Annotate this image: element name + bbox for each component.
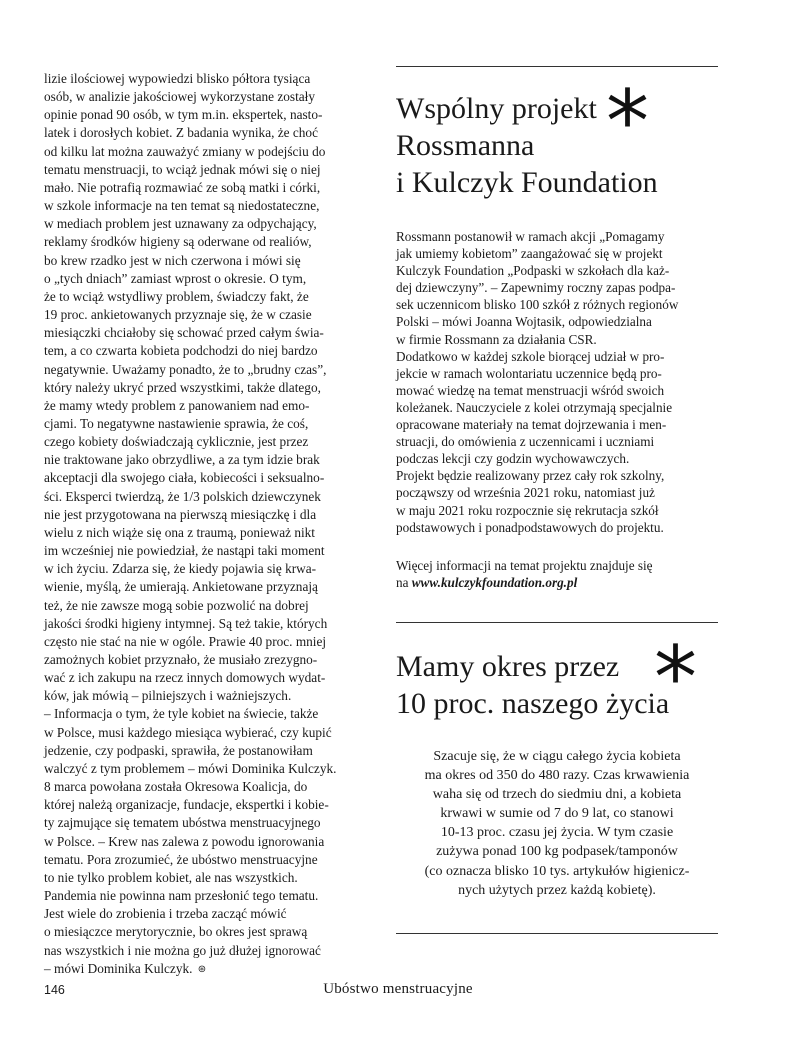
more-info-prefix: na	[396, 575, 412, 591]
paragraph-line: o „tych dniach” zamiast wprost o okresie. O tym,	[44, 270, 307, 286]
section1-body-line: koleżanek. Nauczyciele z kolei otrzymają specjalnie	[396, 399, 673, 415]
paragraph-line: że to wciąż wstydliwy problem, świadczy fakt, że	[44, 288, 309, 304]
paragraph-line: osób, w analizie jakościowej wykorzystane zostały	[44, 89, 316, 105]
section2-title-line: Mamy okres przez	[396, 650, 620, 683]
page-number: 146	[44, 983, 65, 997]
paragraph-line: jakości środki higieny intymnej. Są też takie, których	[44, 615, 328, 631]
paragraph-line: Pandemia nie powinna nam przesłonić tego tematu.	[44, 888, 319, 904]
paragraph-line: bo krew rzadko jest w nich czerwona i mówi się	[44, 252, 301, 268]
section1-body-line: w firmie Rossmann za działania CSR.	[396, 331, 597, 347]
section1-body-line: Rossmann postanowił w ramach akcji „Pomagamy	[396, 229, 665, 244]
paragraph-line: od kilku lat można zauważyć zmiany w podejściu do	[44, 143, 326, 159]
paragraph-line: wielu z nich wiąże się ona z traumą, ponieważ nikt	[44, 524, 316, 540]
section1-body	[396, 228, 721, 536]
paragraph-line: tematu menstruacji, to wciąż jednak mówi się o niej	[44, 161, 321, 177]
paragraph-line: nie jest przygotowana na pierwszą miesiączkę i dla	[44, 506, 317, 522]
section1-title-line: Rossmanna	[396, 129, 535, 162]
section2-top-rule	[396, 622, 718, 623]
section1-body-line: mować wiedzę na temat menstruacji wśród swoich	[396, 382, 665, 398]
paragraph-line: im wcześniej nie powiedział, że nastąpi taki moment	[44, 543, 325, 559]
paragraph-line: czego kobiety doświadczają cyklicznie, jest przez	[44, 434, 309, 450]
section1-body-line: podczas lekcji czy godzin wychowawczych.	[396, 451, 630, 467]
paragraph-line: który należy ukryć przed wszystkimi, także dlatego,	[44, 379, 321, 395]
paragraph-line: w Polsce. – Krew nas zalewa z powodu ignorowania	[44, 833, 325, 849]
paragraph-line: – Informacja o tym, że tyle kobiet na świecie, także	[44, 706, 319, 722]
section1-body-line: dej dziewczyny”. – Zapewnimy roczny zapas podpa-	[396, 280, 676, 296]
paragraph-line: cjami. To negatywne nastawienie sprawia, że coś,	[44, 415, 309, 431]
section1-body-line: w maju 2021 roku rozpocznie się rekrutacja szkół	[396, 502, 659, 518]
section2-title-line: 10 proc. naszego życia	[396, 687, 670, 720]
paragraph-line: ków, jak mówią – pilniejszych i ważniejszych.	[44, 688, 292, 704]
section2-body-line: zużywa ponad 100 kg podpasek/tamponów	[436, 844, 678, 860]
paragraph-line: w mediach problem jest uznawany za odpychający,	[44, 216, 317, 232]
paragraph-line: akceptacji dla swojego ciała, kobiecości i seksualno-	[44, 470, 325, 486]
running-title: Ubóstwo menstruacyjne	[323, 981, 473, 997]
paragraph-line: w Polsce, musi każdego miesiąca wybierać, czy kupić	[44, 724, 332, 740]
paragraph-line: tematu. Pora zrozumieć, że ubóstwo menstruacyjne	[44, 851, 318, 867]
more-info-text: Więcej informacji na temat projektu znajduje się	[396, 558, 653, 573]
end-of-article-icon: ⊛	[197, 963, 207, 975]
paragraph-line: zamożnych kobiet przyznało, że musiało zrezygno-	[44, 652, 318, 667]
paragraph-line: o miesiączce merytorycznie, bo okres jest sprawą	[44, 924, 308, 940]
paragraph-line: jedzenie, czy podpaski, sprawiła, że postanowiłam	[44, 742, 313, 758]
section2-body-line: waha się od trzech do siedmiu dni, a kobieta	[432, 787, 682, 803]
section1-body-line: sek uczennicom blisko 100 szkół z różnych regionów	[396, 297, 679, 313]
section1-top-rule	[396, 66, 718, 67]
left-column-text	[44, 70, 374, 979]
paragraph-line: w ich życiu. Zdarza się, że kiedy pojawia się krwa-	[44, 561, 317, 577]
paragraph-line: latek i dorosłych kobiet. Z badania wynika, że choć	[44, 125, 318, 141]
paragraph-line: też, że nie zawsze mogą sobie pozwolić na dobrej	[44, 597, 309, 613]
paragraph-line: Jest wiele do zrobienia i trzeba zacząć mówić	[44, 906, 287, 922]
section2-body-line: Szacuje się, że w ciągu całego życia kobieta	[433, 749, 681, 764]
section1-asterisk-icon: *	[606, 72, 649, 172]
paragraph-line: wać z ich zakupu na rzecz innych domowych wydat-	[44, 670, 326, 686]
section2-body-line: krwawi w sumie od 7 do 9 lat, co stanowi	[440, 806, 674, 822]
paragraph-line: 19 proc. ankietowanych przyznaje się, że w czasie	[44, 307, 312, 323]
section1-title-line: Wspólny projekt	[396, 92, 597, 125]
section2-bottom-rule	[396, 933, 718, 934]
paragraph-line: której należą organizacje, fundacje, ekspertki i kobie-	[44, 797, 329, 813]
section1-more-info	[396, 557, 721, 591]
section2-body-line: nych użytych przez każdą kobietę).	[458, 882, 656, 898]
paragraph-line: negatywnie. Uważamy ponadto, że to „brudny czas”,	[44, 361, 327, 377]
paragraph-line: reklamy środków higieny są oderwane od realiów,	[44, 234, 312, 250]
paragraph-line: opinie ponad 90 osób, w tym m.in. ekspertek, nasto-	[44, 107, 323, 123]
foundation-link[interactable]: www.kulczykfoundation.org.pl	[411, 575, 578, 591]
paragraph-line: miesiączki chciałoby się schować przed całym świa-	[44, 325, 324, 341]
section1-body-line: struacji, do omówienia z uczennicami i uczniami	[396, 434, 655, 450]
section2-body	[396, 747, 718, 900]
paragraph-line: walczyć z tym problemem – mówi Dominika Kulczyk.	[44, 760, 337, 776]
paragraph-line: – mówi Dominika Kulczyk. ⊛	[44, 960, 374, 979]
section1-body-line: Kulczyk Foundation „Podpaski w szkołach dla każ-	[396, 263, 670, 279]
paragraph-line: mało. Nie potrafią rozmawiać ze sobą matki i córki,	[44, 179, 321, 195]
paragraph-line: nie traktowane jako obrzydliwe, a za tym idzie brak	[44, 452, 320, 468]
section1-title	[396, 72, 716, 201]
paragraph-line: że mamy wtedy problem z panowaniem nad emo-	[44, 397, 310, 413]
section1-body-line: opracowane materiały na temat dojrzewania i men-	[396, 417, 667, 433]
section1-body-line: podstawowych i ponadpodstawowych do projektu.	[396, 519, 664, 535]
paragraph-line: wienie, myślą, że umierają. Ankietowane przyznają	[44, 579, 318, 595]
paragraph-line: tem, a co czwarta kobieta podchodzi do niej bardzo	[44, 343, 318, 359]
section2-body-line: ma okres od 350 do 480 razy. Czas krwawienia	[424, 768, 690, 784]
paragraph-line: w szkole informacje na ten temat są niedostateczne,	[44, 198, 320, 214]
section1-body-line: jak umiemy kobietom” zaangażować się w projekt	[396, 246, 663, 262]
section2-body-line: (co oznacza blisko 10 tys. artykułów higienicz-	[424, 863, 690, 879]
paragraph-line: ści. Eksperci twierdzą, że 1/3 polskich dziewczynek	[44, 488, 321, 504]
paragraph-line: nas wszystkich i nie można go już dłużej ignorować	[44, 942, 321, 958]
section1-body-line: Polski – mówi Joanna Wojtasik, odpowiedzialna	[396, 314, 652, 330]
section1-body-line: Projekt będzie realizowany przez cały rok szkolny,	[396, 468, 665, 484]
section2-asterisk-icon: *	[654, 628, 697, 728]
section1-body-line: począwszy od września 2021 roku, natomiast już	[396, 485, 655, 501]
paragraph-line: to nie tylko problem kobiet, ale nas wszystkich.	[44, 869, 298, 885]
paragraph-line: 8 marca powołana została Okresowa Koalicja, do	[44, 779, 308, 795]
section1-title-line: i Kulczyk Foundation	[396, 166, 658, 199]
section1-body-line: Dodatkowo w każdej szkole biorącej udział w pro-	[396, 348, 665, 364]
paragraph-line: często nie stać na nie w ogóle. Prawie 40 proc. mniej	[44, 633, 327, 649]
paragraph-line: lizie ilościowej wypowiedzi blisko półtora tysiąca	[44, 71, 311, 86]
paragraph-line: ty zajmujące się tematem ubóstwa menstruacyjnego	[44, 815, 321, 831]
section2-body-line: 10-13 proc. czasu jej życia. W tym czasie	[440, 825, 674, 841]
section1-body-line: jekcie w ramach wolontariatu uczennice będą pro-	[396, 365, 662, 381]
